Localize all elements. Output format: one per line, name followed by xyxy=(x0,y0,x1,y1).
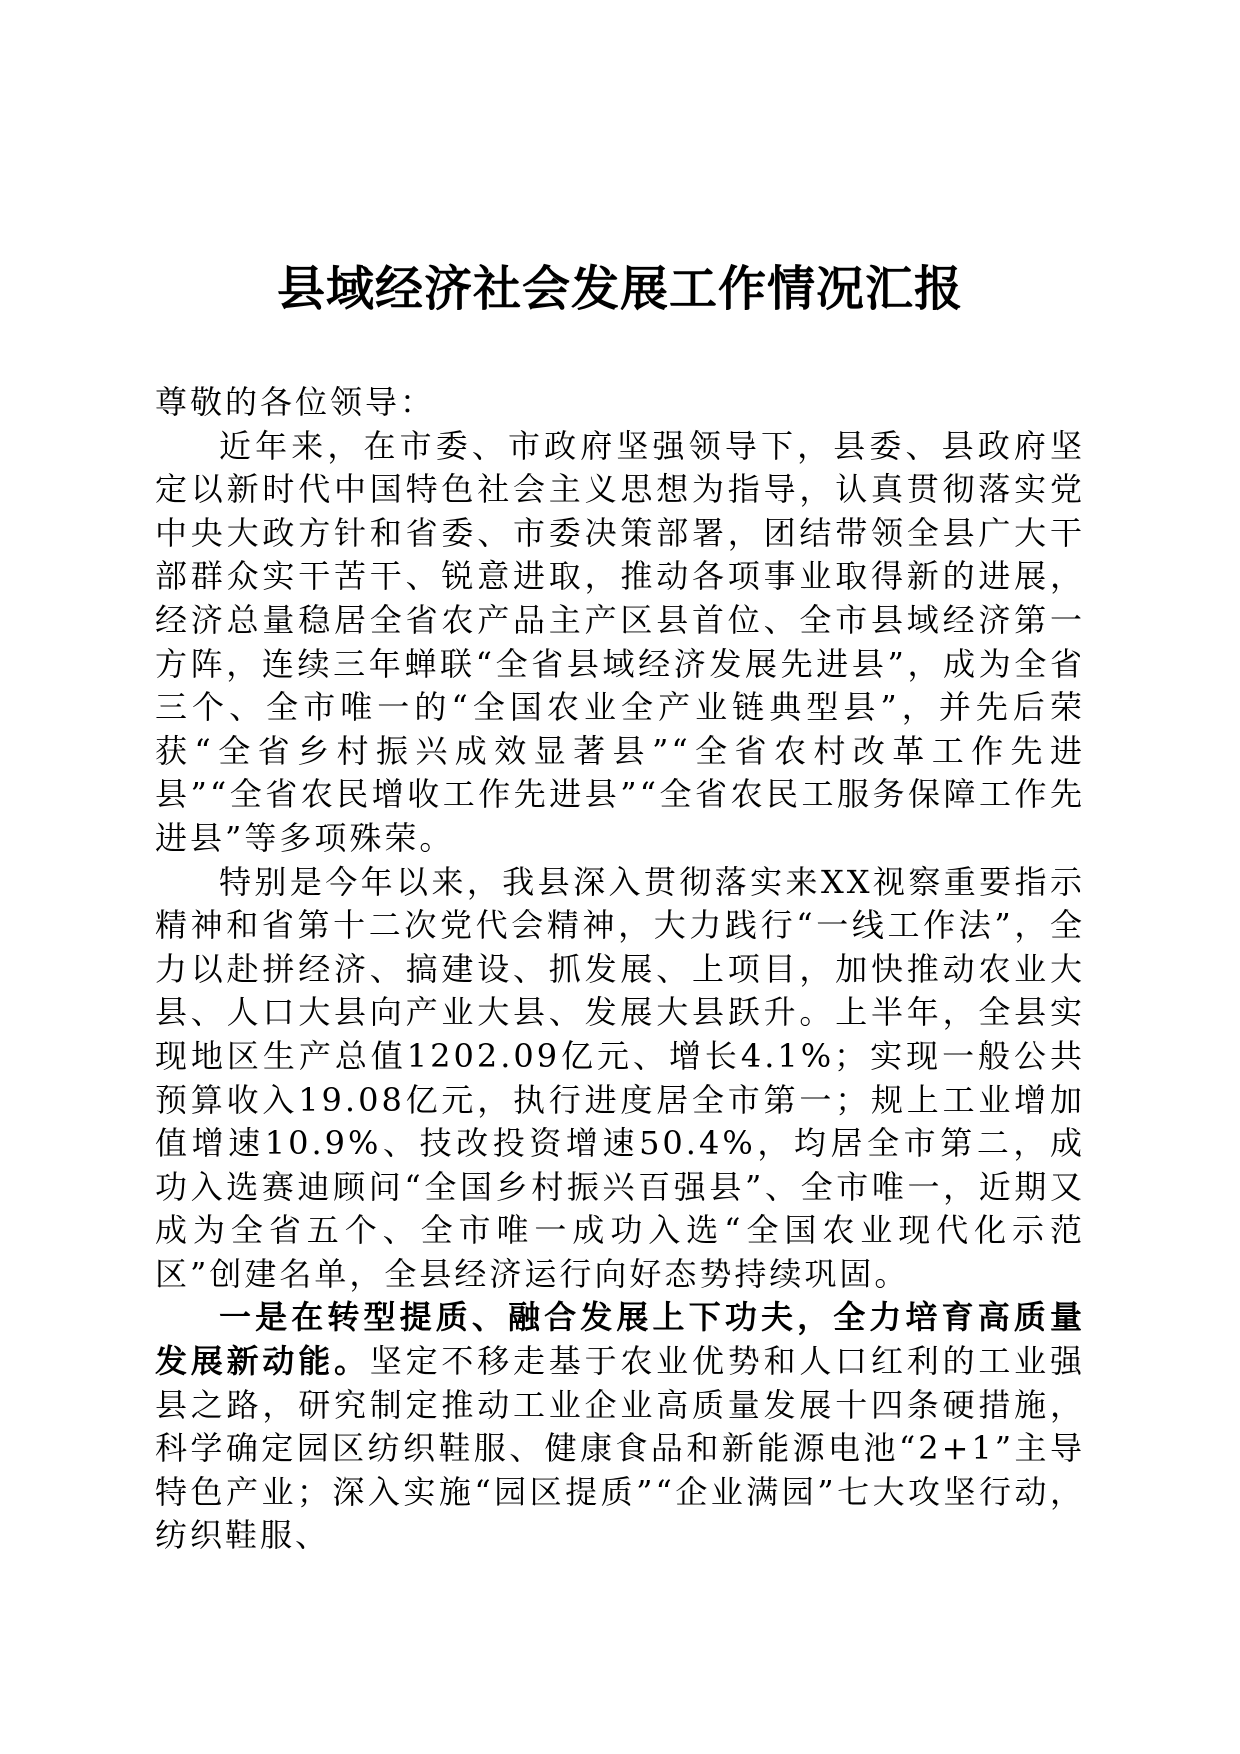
section-paragraph xyxy=(155,1296,1085,1558)
paragraph: 近年来，在市委、市政府坚强领导下，县委、县政府坚定以新时代中国特色社会主义思想为指导，认真贯彻落实党中央大政方针和省委、市委决策部署，团结带领全县广大干部群众实干苦干、锐意进取，推动各项事业取得新的进展，经济总量稳居全省农产品主产区县首位、全市县域经济第一方阵，连续三年蝉联“全省县域经济发展先进县”，成为全省三个、全市唯一的“全国农业全产业链典型县”，并先后荣获“全省乡村振兴成效显著县”“全省农村改革工作先进县”“全省农民增收工作先进县”“全省农民工服务保障工作先进县”等多项殊荣。 xyxy=(155,426,1085,857)
document-body xyxy=(155,381,1085,1558)
document-title: 县域经济社会发展工作情况汇报 xyxy=(276,261,963,317)
section-text: 坚定不移走基于农业优势和人口红利的工业强县之路，研究制定推动工业企业高质量发展十四条硬措施，科学确定园区纺织鞋服、健康食品和新能源电池“2+1”主导特色产业；深入实施“园区提质”“企业满园”七大攻坚行动，纺织鞋服、 xyxy=(155,1342,1085,1555)
section-heading: 一是在转型提质、融合发展上下功夫，全力培育高质量发展新动能。 xyxy=(155,1298,1085,1381)
paragraph: 特别是今年以来，我县深入贯彻落实来XX视察重要指示精神和省第十二次党代会精神，大力践行“一线工作法”，全力以赴拼经济、搞建设、抓发展、上项目，加快推动农业大县、人口大县向产业大县、发展大县跃升。上半年，全县实现地区生产总值1202.09亿元、增长4.1%；实现一般公共预算收入19.08亿元，执行进度居全市第一；规上工业增加值增速10.9%、技改投资增速50.4%，均居全市第二，成功入选赛迪顾问“全国乡村振兴百强县”、全市唯一，近期又成为全省五个、全市唯一成功入选“全国农业现代化示范区”创建名单，全县经济运行向好态势持续巩固。 xyxy=(155,862,1085,1293)
salutation: 尊敬的各位领导： xyxy=(155,383,436,421)
